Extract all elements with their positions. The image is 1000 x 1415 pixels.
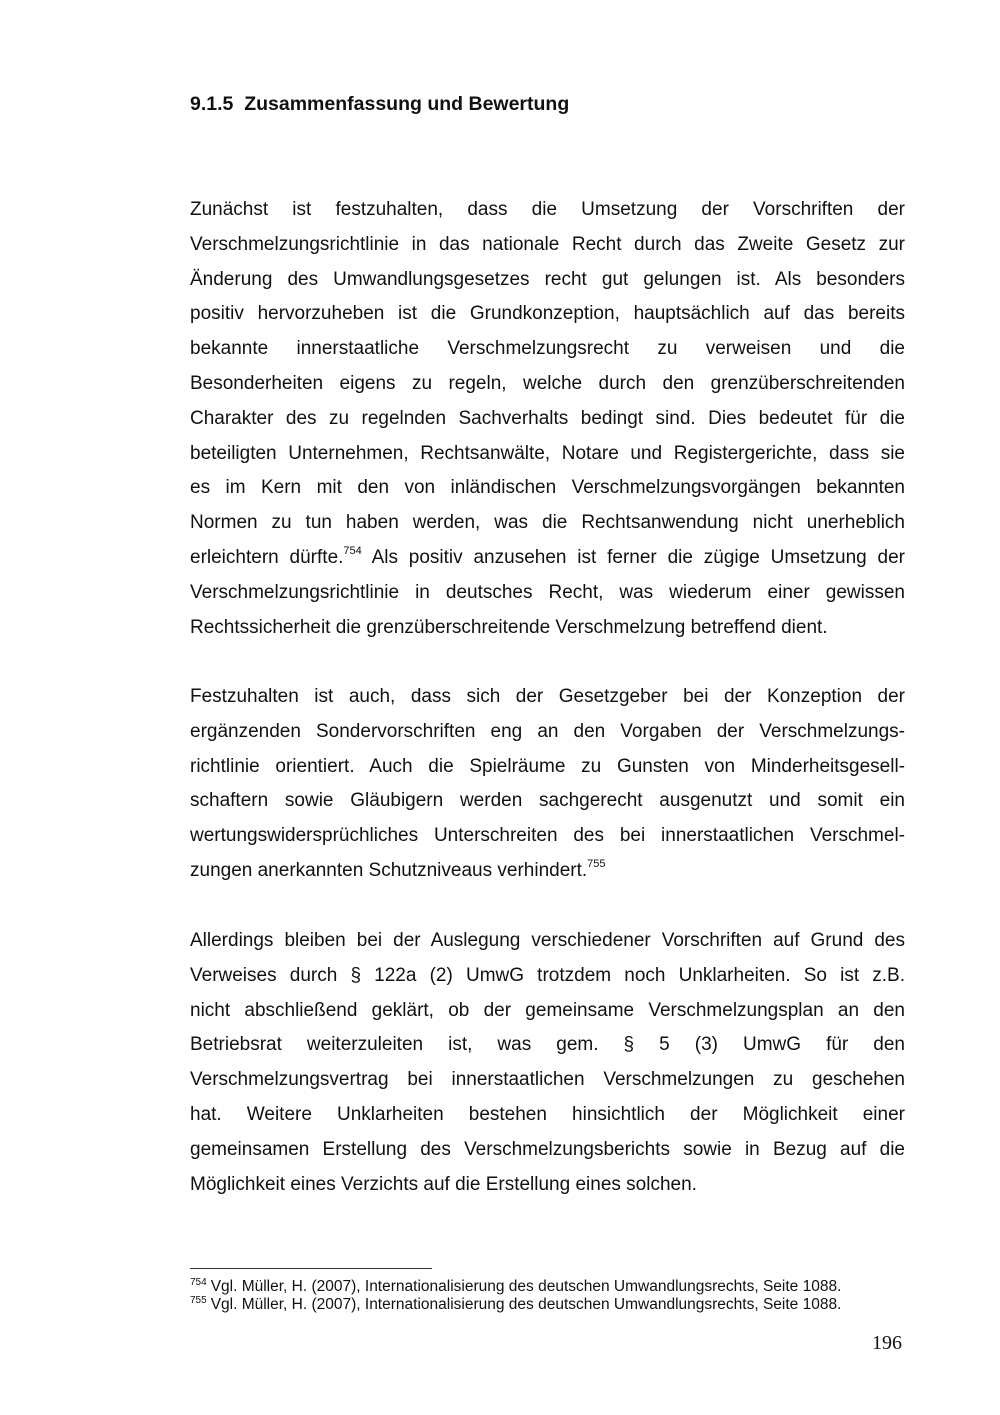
footnote-number: 754: [190, 1277, 207, 1288]
text-line: Verschmelzungsvertrag bei innerstaatlichen Verschmelzungen zu geschehen: [190, 1069, 905, 1091]
footnote-text: Vgl. Müller, H. (2007), Internationalisierung des deutschen Umwandlungsrechts, Seite 1088.: [210, 1296, 842, 1313]
text-line: [190, 854, 905, 889]
text-line: Verschmelzungsrichtlinie in deutsches Recht, was wiederum einer gewissen: [190, 581, 905, 603]
footnote-reference[interactable]: 755: [587, 857, 606, 870]
text-line: schaftern sowie Gläubigern werden sachgerecht ausgenutzt und somit ein: [190, 790, 905, 812]
text-line: ergänzenden Sondervorschriften eng an den Vorgaben der Verschmelzungs-: [190, 720, 905, 742]
text-line: hat. Weitere Unklarheiten bestehen hinsichtlich der Möglichkeit einer: [190, 1103, 905, 1125]
text-line: [190, 541, 905, 576]
text-line: Rechtssicherheit die grenzüberschreitende Verschmelzung betreffend dient.: [190, 616, 828, 638]
text-line: Betriebsrat weiterzuleiten ist, was gem. § 5 (3) UmwG für den: [190, 1034, 905, 1056]
text-segment: Als positiv anzusehen ist ferner die zügige Umsetzung der: [361, 546, 905, 568]
text-segment: zungen anerkannten Schutzniveaus verhindert.: [190, 859, 588, 881]
text-segment: erleichtern dürfte.: [190, 546, 344, 568]
paragraph-1: [190, 193, 905, 645]
text-line: positiv hervorzuheben ist die Grundkonzeption, hauptsächlich auf das bereits: [190, 303, 905, 325]
page-number: 196: [872, 1332, 902, 1354]
text-line: Allerdings bleiben bei der Auslegung verschiedener Vorschriften auf Grund des: [190, 930, 905, 951]
text-line: Verweises durch § 122a (2) UmwG trotzdem noch Unklarheiten. So ist z.B.: [190, 964, 905, 986]
text-line: beteiligten Unternehmen, Rechtsanwälte, Notare und Registergerichte, dass sie: [190, 442, 905, 464]
text-line: bekannte innerstaatliche Verschmelzungsrecht zu verweisen und die: [190, 338, 905, 360]
text-line: Charakter des zu regelnden Sachverhalts bedingt sind. Dies bedeutet für die: [190, 407, 905, 429]
section-heading: 9.1.5 Zusammenfassung und Bewertung: [190, 93, 570, 115]
text-line: gemeinsamen Erstellung des Verschmelzungsberichts sowie in Bezug auf die: [190, 1138, 905, 1160]
footnote-divider: [190, 1268, 432, 1269]
text-line: es im Kern mit den von inländischen Verschmelzungsvorgängen bekannten: [190, 477, 905, 499]
paragraph-2: [190, 680, 905, 889]
text-line: Änderung des Umwandlungsgesetzes recht gut gelungen ist. Als besonders: [190, 268, 905, 290]
footnote-reference[interactable]: 754: [343, 544, 362, 557]
text-line: Zunächst ist festzuhalten, dass die Umsetzung der Vorschriften der: [190, 199, 905, 220]
text-line: Festzuhalten ist auch, dass sich der Gesetzgeber bei der Konzeption der: [190, 686, 905, 707]
footnote-754: [190, 1278, 841, 1296]
footnote-number: 755: [190, 1295, 207, 1306]
text-line: nicht abschließend geklärt, ob der gemeinsame Verschmelzungsplan an den: [190, 999, 905, 1021]
text-line: Besonderheiten eigens zu regeln, welche durch den grenzüberschreitenden: [190, 372, 905, 394]
text-line: Normen zu tun haben werden, was die Rechtsanwendung nicht unerheblich: [190, 512, 905, 534]
footnote-text: Vgl. Müller, H. (2007), Internationalisierung des deutschen Umwandlungsrechts, Seite 1088.: [210, 1278, 842, 1295]
paragraph-3: [190, 924, 905, 1202]
text-line: Verschmelzungsrichtlinie in das nationale Recht durch das Zweite Gesetz zur: [190, 233, 905, 255]
text-line: wertungswidersprüchliches Unterschreiten des bei innerstaatlichen Verschmel-: [190, 825, 905, 847]
footnote-755: [190, 1296, 841, 1314]
text-line: richtlinie orientiert. Auch die Spielräume zu Gunsten von Minderheitsgesell-: [190, 755, 905, 777]
text-line: Möglichkeit eines Verzichts auf die Erstellung eines solchen.: [190, 1173, 697, 1195]
